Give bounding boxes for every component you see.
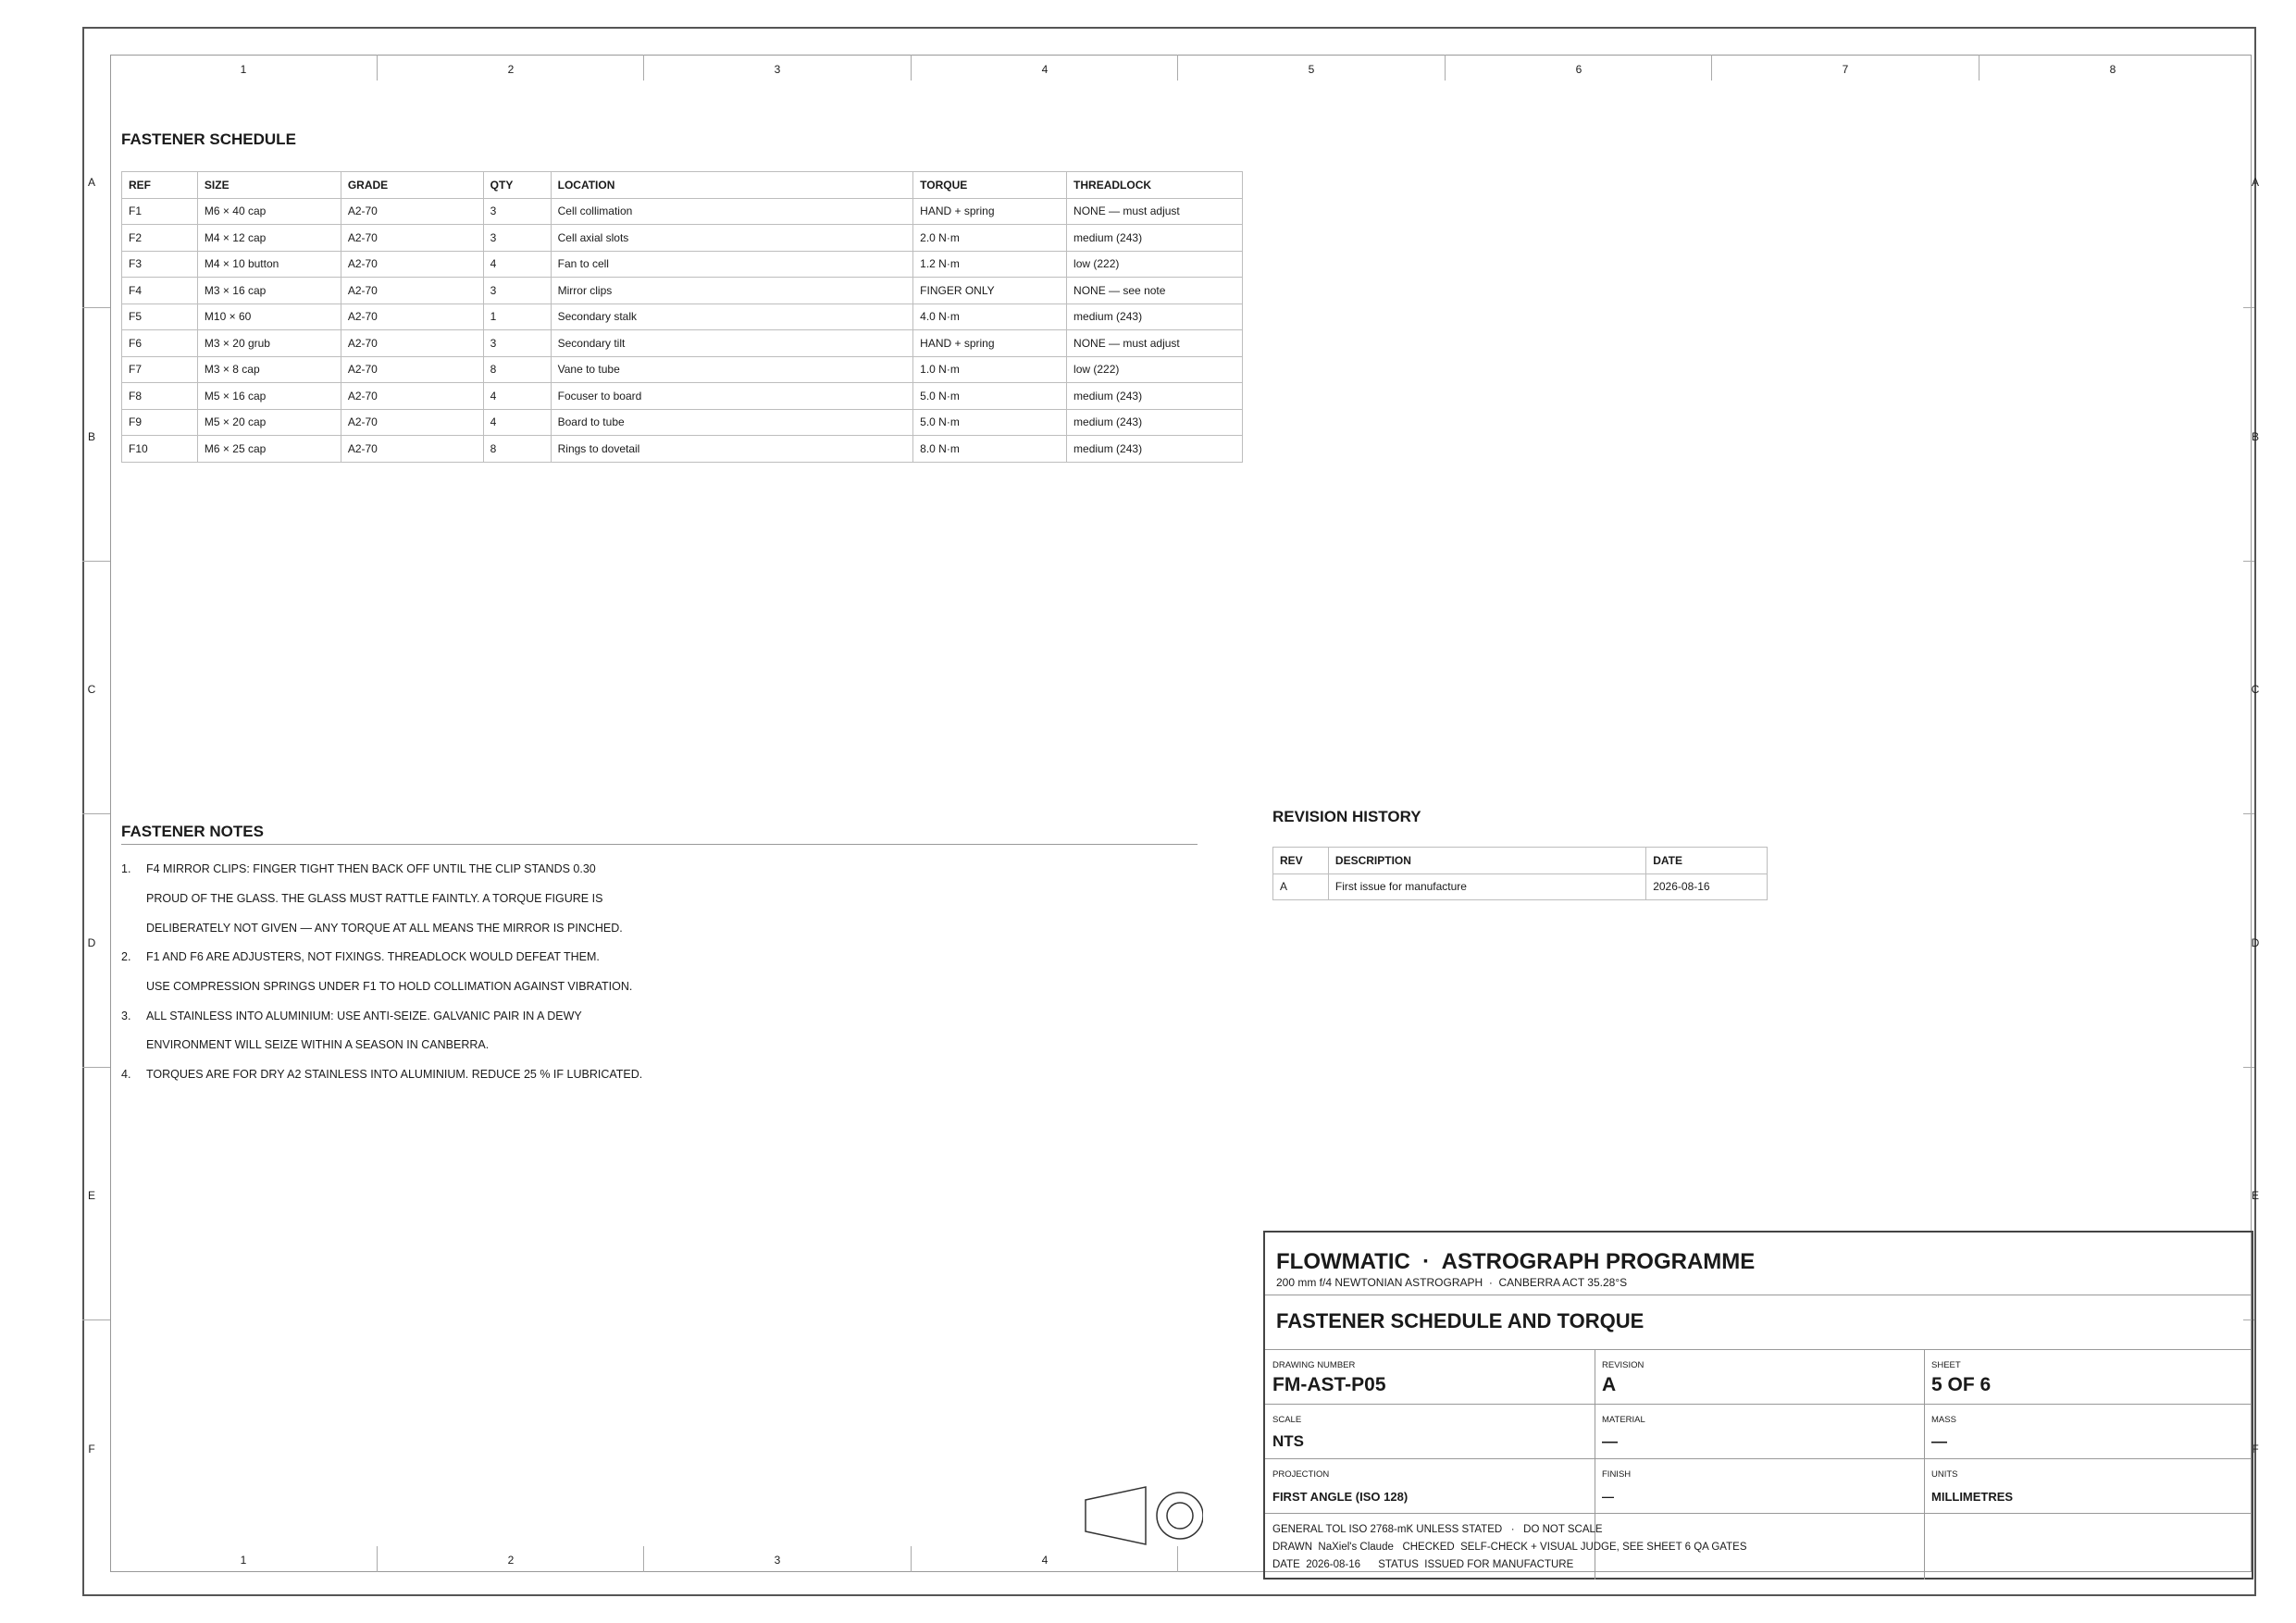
projection-label: PROJECTION <box>1272 1469 1330 1480</box>
table-cell: FINGER ONLY <box>913 278 1067 304</box>
note-line: 2. F1 AND F6 ARE ADJUSTERS, NOT FIXINGS. THREADLOCK WOULD DEFEAT THEM. <box>121 950 600 963</box>
project-subtitle: 200 mm f/4 NEWTONIAN ASTROGRAPH · CANBERRA ACT 35.28°S <box>1276 1276 1628 1289</box>
table-row <box>122 225 1243 252</box>
zone-col-2: 2 <box>507 63 515 76</box>
material-value: — <box>1602 1432 1618 1450</box>
sheet-label: SHEET <box>1931 1360 1961 1370</box>
table-header-row <box>1273 848 1768 874</box>
table-cell: low (222) <box>1067 251 1243 278</box>
table-cell: Secondary tilt <box>551 330 913 357</box>
table-cell: 5.0 N·m <box>913 383 1067 410</box>
zone-row-e-right: E <box>2251 1189 2259 1202</box>
material-label: MATERIAL <box>1602 1415 1645 1425</box>
zone-col-6: 6 <box>1575 63 1582 76</box>
table-cell: 3 <box>483 330 551 357</box>
table-cell: 3 <box>483 278 551 304</box>
table-cell: 8 <box>483 356 551 383</box>
table-row <box>122 304 1243 330</box>
table-row <box>122 356 1243 383</box>
table-cell: Mirror clips <box>551 278 913 304</box>
zone-row-d-right: D <box>2251 936 2260 949</box>
zone-row-d: D <box>87 936 96 949</box>
table-cell: F7 <box>122 356 198 383</box>
zone-row-c: C <box>87 683 96 696</box>
zone-col-1-bottom: 1 <box>240 1554 247 1567</box>
mass-label: MASS <box>1931 1415 1956 1425</box>
zone-row-a: A <box>87 176 95 189</box>
table-row <box>122 198 1243 225</box>
zone-col-4-bottom: 4 <box>1041 1554 1049 1567</box>
table-cell: A <box>1273 873 1329 900</box>
table-cell: HAND + spring <box>913 330 1067 357</box>
table-cell: 1.0 N·m <box>913 356 1067 383</box>
zone-row-b-right: B <box>2251 430 2259 443</box>
zone-row-b: B <box>87 430 95 443</box>
table-cell: F3 <box>122 251 198 278</box>
drawing-number-label: DRAWING NUMBER <box>1272 1360 1356 1370</box>
table-cell: M3 × 20 grub <box>197 330 341 357</box>
table-cell: M10 × 60 <box>197 304 341 330</box>
finish-label: FINISH <box>1602 1469 1632 1480</box>
drawing-title: FASTENER SCHEDULE AND TORQUE <box>1276 1309 1644 1332</box>
table-cell: F2 <box>122 225 198 252</box>
table-cell: 8 <box>483 436 551 463</box>
table-cell: A2-70 <box>341 436 483 463</box>
note-line: PROUD OF THE GLASS. THE GLASS MUST RATTLE FAINTLY. A TORQUE FIGURE IS <box>146 892 603 905</box>
fastener-schedule-title: FASTENER SCHEDULE <box>121 130 296 148</box>
zone-row-c-right: C <box>2251 683 2260 696</box>
column-header: LOCATION <box>551 172 913 199</box>
table-cell: A2-70 <box>341 304 483 330</box>
mass-value: — <box>1931 1432 1947 1450</box>
table-cell: F10 <box>122 436 198 463</box>
table-row <box>122 383 1243 410</box>
zone-col-2-bottom: 2 <box>507 1554 515 1567</box>
column-header: REF <box>122 172 198 199</box>
table-cell: medium (243) <box>1067 383 1243 410</box>
table-cell: A2-70 <box>341 356 483 383</box>
table-cell: 3 <box>483 198 551 225</box>
table-row <box>122 330 1243 357</box>
table-cell: M5 × 16 cap <box>197 383 341 410</box>
table-cell: 8.0 N·m <box>913 436 1067 463</box>
scale-label: SCALE <box>1272 1415 1302 1425</box>
sheet-value: 5 OF 6 <box>1931 1374 1992 1395</box>
table-cell: A2-70 <box>341 409 483 436</box>
column-header: SIZE <box>197 172 341 199</box>
table-cell: low (222) <box>1067 356 1243 383</box>
table-cell: Focuser to board <box>551 383 913 410</box>
zone-col-5: 5 <box>1308 63 1315 76</box>
table-cell: NONE — must adjust <box>1067 198 1243 225</box>
column-header: DESCRIPTION <box>1328 848 1645 874</box>
units-value: MILLIMETRES <box>1931 1490 2014 1504</box>
column-header: GRADE <box>341 172 483 199</box>
table-cell: 1.2 N·m <box>913 251 1067 278</box>
table-header-row <box>122 172 1243 199</box>
table-cell: M3 × 16 cap <box>197 278 341 304</box>
table-cell: F4 <box>122 278 198 304</box>
table-cell: 2026-08-16 <box>1646 873 1768 900</box>
table-cell: 4 <box>483 383 551 410</box>
table-cell: HAND + spring <box>913 198 1067 225</box>
table-row <box>1273 873 1768 900</box>
units-label: UNITS <box>1931 1469 1958 1480</box>
zone-row-f-right: F <box>2252 1443 2259 1456</box>
table-cell: A2-70 <box>341 251 483 278</box>
table-cell: Board to tube <box>551 409 913 436</box>
notes-divider <box>121 844 1198 845</box>
zone-col-7: 7 <box>1842 63 1849 76</box>
table-cell: First issue for manufacture <box>1328 873 1645 900</box>
table-cell: M4 × 12 cap <box>197 225 341 252</box>
note-line: 4. TORQUES ARE FOR DRY A2 STAINLESS INTO ALUMINIUM. REDUCE 25 % IF LUBRICATED. <box>121 1068 643 1081</box>
column-header: THREADLOCK <box>1067 172 1243 199</box>
note-line: ENVIRONMENT WILL SEIZE WITHIN A SEASON IN CANBERRA. <box>146 1038 490 1051</box>
table-cell: A2-70 <box>341 278 483 304</box>
table-cell: Cell collimation <box>551 198 913 225</box>
table-cell: medium (243) <box>1067 225 1243 252</box>
table-cell: F9 <box>122 409 198 436</box>
table-cell: 1 <box>483 304 551 330</box>
table-cell: A2-70 <box>341 198 483 225</box>
table-cell: Fan to cell <box>551 251 913 278</box>
table-cell: NONE — must adjust <box>1067 330 1243 357</box>
finish-value: — <box>1602 1490 1614 1504</box>
note-line: 3. ALL STAINLESS INTO ALUMINIUM: USE ANTI-SEIZE. GALVANIC PAIR IN A DEWY <box>121 1010 582 1022</box>
table-row <box>122 251 1243 278</box>
table-cell: Rings to dovetail <box>551 436 913 463</box>
table-cell: A2-70 <box>341 330 483 357</box>
column-header: DATE <box>1646 848 1768 874</box>
fastener-notes-title: FASTENER NOTES <box>121 823 264 840</box>
zone-row-a-right: A <box>2251 176 2259 189</box>
table-row <box>122 436 1243 463</box>
table-cell: M6 × 40 cap <box>197 198 341 225</box>
table-cell: M4 × 10 button <box>197 251 341 278</box>
note-line: 1. F4 MIRROR CLIPS: FINGER TIGHT THEN BACK OFF UNTIL THE CLIP STANDS 0.30 <box>121 862 596 875</box>
zone-col-4: 4 <box>1041 63 1049 76</box>
note-line: USE COMPRESSION SPRINGS UNDER F1 TO HOLD COLLIMATION AGAINST VIBRATION. <box>146 980 633 993</box>
table-cell: Secondary stalk <box>551 304 913 330</box>
table-cell: M6 × 25 cap <box>197 436 341 463</box>
scale-value: NTS <box>1272 1432 1304 1450</box>
table-cell: A2-70 <box>341 225 483 252</box>
table-cell: Vane to tube <box>551 356 913 383</box>
revision-label: REVISION <box>1602 1360 1644 1370</box>
table-cell: Cell axial slots <box>551 225 913 252</box>
table-cell: medium (243) <box>1067 436 1243 463</box>
zone-row-e: E <box>87 1189 95 1202</box>
date-status-line: DATE 2026-08-16 STATUS ISSUED FOR MANUFACTURE <box>1272 1559 1574 1570</box>
table-cell: 3 <box>483 225 551 252</box>
table-cell: A2-70 <box>341 383 483 410</box>
revision-history-title: REVISION HISTORY <box>1272 808 1421 825</box>
table-cell: F8 <box>122 383 198 410</box>
drawn-checked-line: DRAWN NaXiel's Claude CHECKED SELF-CHECK + VISUAL JUDGE, SEE SHEET 6 QA GATES <box>1272 1542 1747 1553</box>
table-row <box>122 409 1243 436</box>
zone-row-f: F <box>88 1443 95 1456</box>
column-header: QTY <box>483 172 551 199</box>
table-cell: 5.0 N·m <box>913 409 1067 436</box>
revision-history-table <box>1272 847 1768 900</box>
table-cell: M3 × 8 cap <box>197 356 341 383</box>
zone-col-1: 1 <box>240 63 247 76</box>
column-header: REV <box>1273 848 1329 874</box>
table-cell: 4 <box>483 409 551 436</box>
projection-value: FIRST ANGLE (ISO 128) <box>1272 1490 1409 1504</box>
drawing-number: FM-AST-P05 <box>1272 1374 1386 1395</box>
fastener-schedule-table <box>121 171 1243 463</box>
table-cell: 4.0 N·m <box>913 304 1067 330</box>
table-cell: 2.0 N·m <box>913 225 1067 252</box>
table-cell: medium (243) <box>1067 409 1243 436</box>
column-header: TORQUE <box>913 172 1067 199</box>
zone-col-3-bottom: 3 <box>774 1554 781 1567</box>
general-tolerance-note: GENERAL TOL ISO 2768-mK UNLESS STATED · DO NOT SCALE <box>1272 1524 1603 1535</box>
table-cell: F5 <box>122 304 198 330</box>
company-name: FLOWMATIC · ASTROGRAPH PROGRAMME <box>1276 1249 1756 1274</box>
zone-col-8: 8 <box>2109 63 2116 76</box>
revision-value: A <box>1602 1374 1617 1395</box>
zone-col-3: 3 <box>774 63 781 76</box>
table-cell: medium (243) <box>1067 304 1243 330</box>
table-cell: F6 <box>122 330 198 357</box>
note-line: DELIBERATELY NOT GIVEN — ANY TORQUE AT ALL MEANS THE MIRROR IS PINCHED. <box>146 922 623 935</box>
first-angle-projection-icon <box>1083 1485 1203 1550</box>
table-cell: M5 × 20 cap <box>197 409 341 436</box>
table-row <box>122 278 1243 304</box>
table-cell: F1 <box>122 198 198 225</box>
table-cell: 4 <box>483 251 551 278</box>
table-cell: NONE — see note <box>1067 278 1243 304</box>
title-block <box>1263 1231 2253 1580</box>
